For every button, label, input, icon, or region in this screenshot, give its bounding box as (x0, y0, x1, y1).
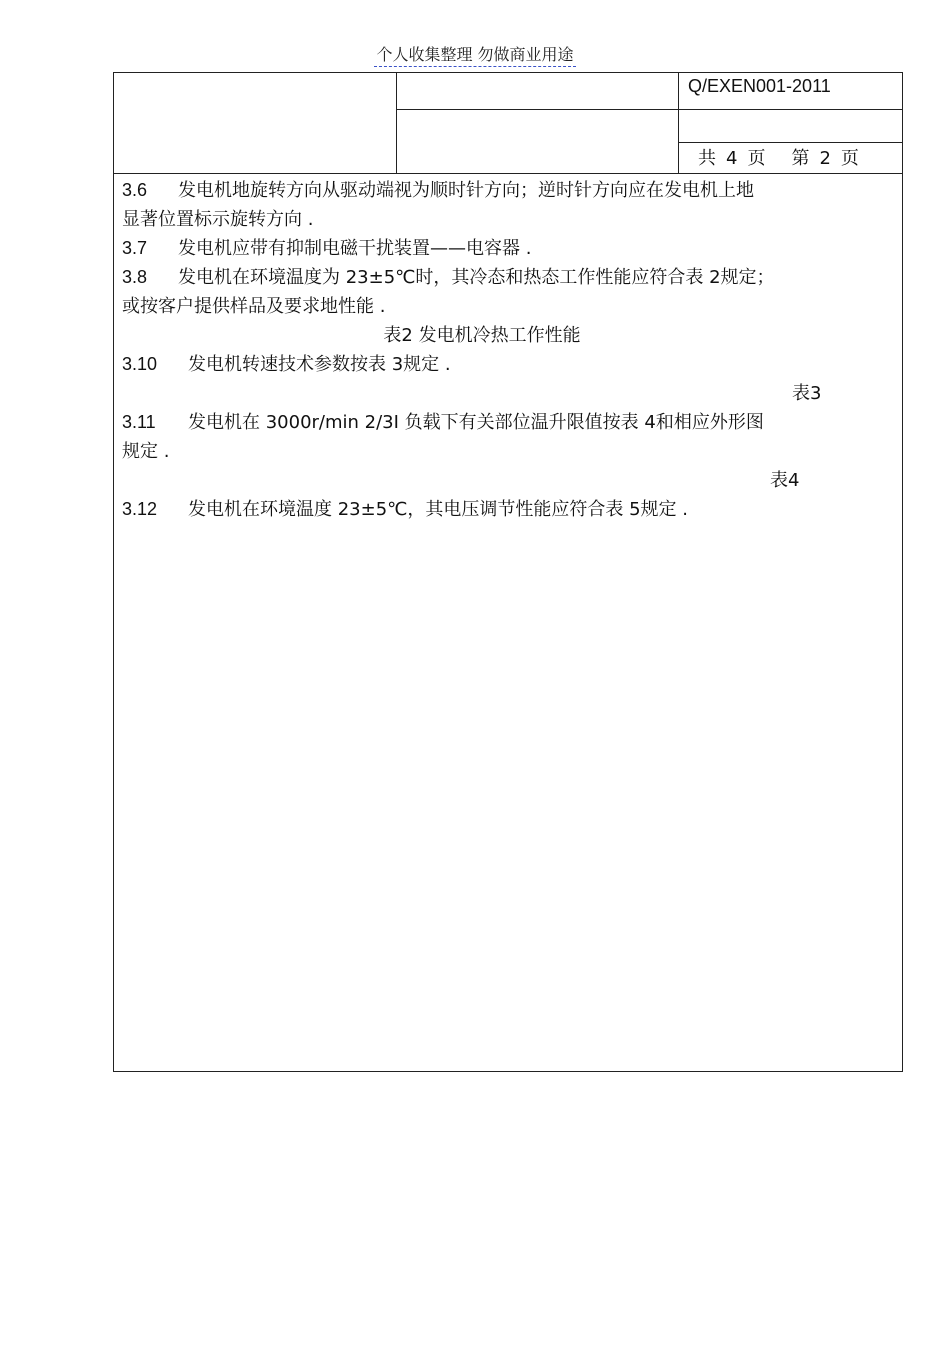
page-word-2: 页 (840, 148, 859, 169)
clause-text: 发电机在环境温度 23±5℃，其电压调节性能应符合表 5规定 . (188, 499, 688, 520)
header-row-line-1 (396, 109, 903, 110)
page-info (698, 144, 869, 170)
clause-number: 3.7 (122, 238, 148, 258)
current-label: 第 (791, 148, 810, 169)
document-code: Q/EXEN001-2011 (688, 76, 831, 96)
header-row-line-2 (678, 142, 903, 143)
watermark (0, 42, 950, 65)
clause-number: 3.10 (122, 354, 158, 374)
clause-text: 发电机应带有抑制电磁干扰装置——电容器 . (178, 238, 532, 259)
page-word-1: 页 (747, 148, 766, 169)
clause-text: 发电机地旋转方向从驱动端视为顺时针方向；逆时针方向应在发电机上地 (178, 180, 754, 201)
clause-3-10 (122, 350, 892, 379)
clause-number: 3.12 (122, 499, 158, 519)
clause-text: 发电机转速技术参数按表 3规定 . (188, 354, 451, 375)
current-page: 2 (819, 148, 831, 169)
table4-caption: 表4 (770, 470, 800, 491)
clause-number: 3.8 (122, 267, 148, 287)
clause-3-11-line2: 规定 . (122, 441, 170, 462)
clause-number: 3.11 (122, 412, 156, 432)
total-pages: 4 (726, 148, 738, 169)
clause-3-11-line1 (122, 408, 892, 437)
clause-text: 发电机在 3000r/min 2/3I 负载下有关部位温升限值按表 4和相应外形图 (188, 412, 764, 433)
document-body (122, 176, 892, 524)
header-divider-2 (678, 72, 679, 174)
header-bottom-line (113, 173, 903, 174)
watermark-text: 个人收集整理 勿做商业用途 (374, 45, 575, 67)
clause-text: 发电机在环境温度为 23±5℃时，其冷态和热态工作性能应符合表 2规定； (178, 267, 775, 288)
clause-3-6-line2: 显著位置标示旋转方向 . (122, 209, 314, 230)
clause-3-7 (122, 234, 892, 263)
table2-caption: 表2 发电机冷热工作性能 (383, 325, 581, 346)
clause-number: 3.6 (122, 180, 148, 200)
total-label: 共 (698, 148, 716, 169)
header-divider-1 (396, 72, 397, 174)
clause-3-8-line2: 或按客户提供样品及要求地性能 . (122, 296, 386, 317)
clause-3-6-line1 (122, 176, 892, 205)
clause-3-8-line1 (122, 263, 892, 292)
table3-caption: 表3 (792, 383, 822, 404)
clause-3-12 (122, 495, 892, 524)
